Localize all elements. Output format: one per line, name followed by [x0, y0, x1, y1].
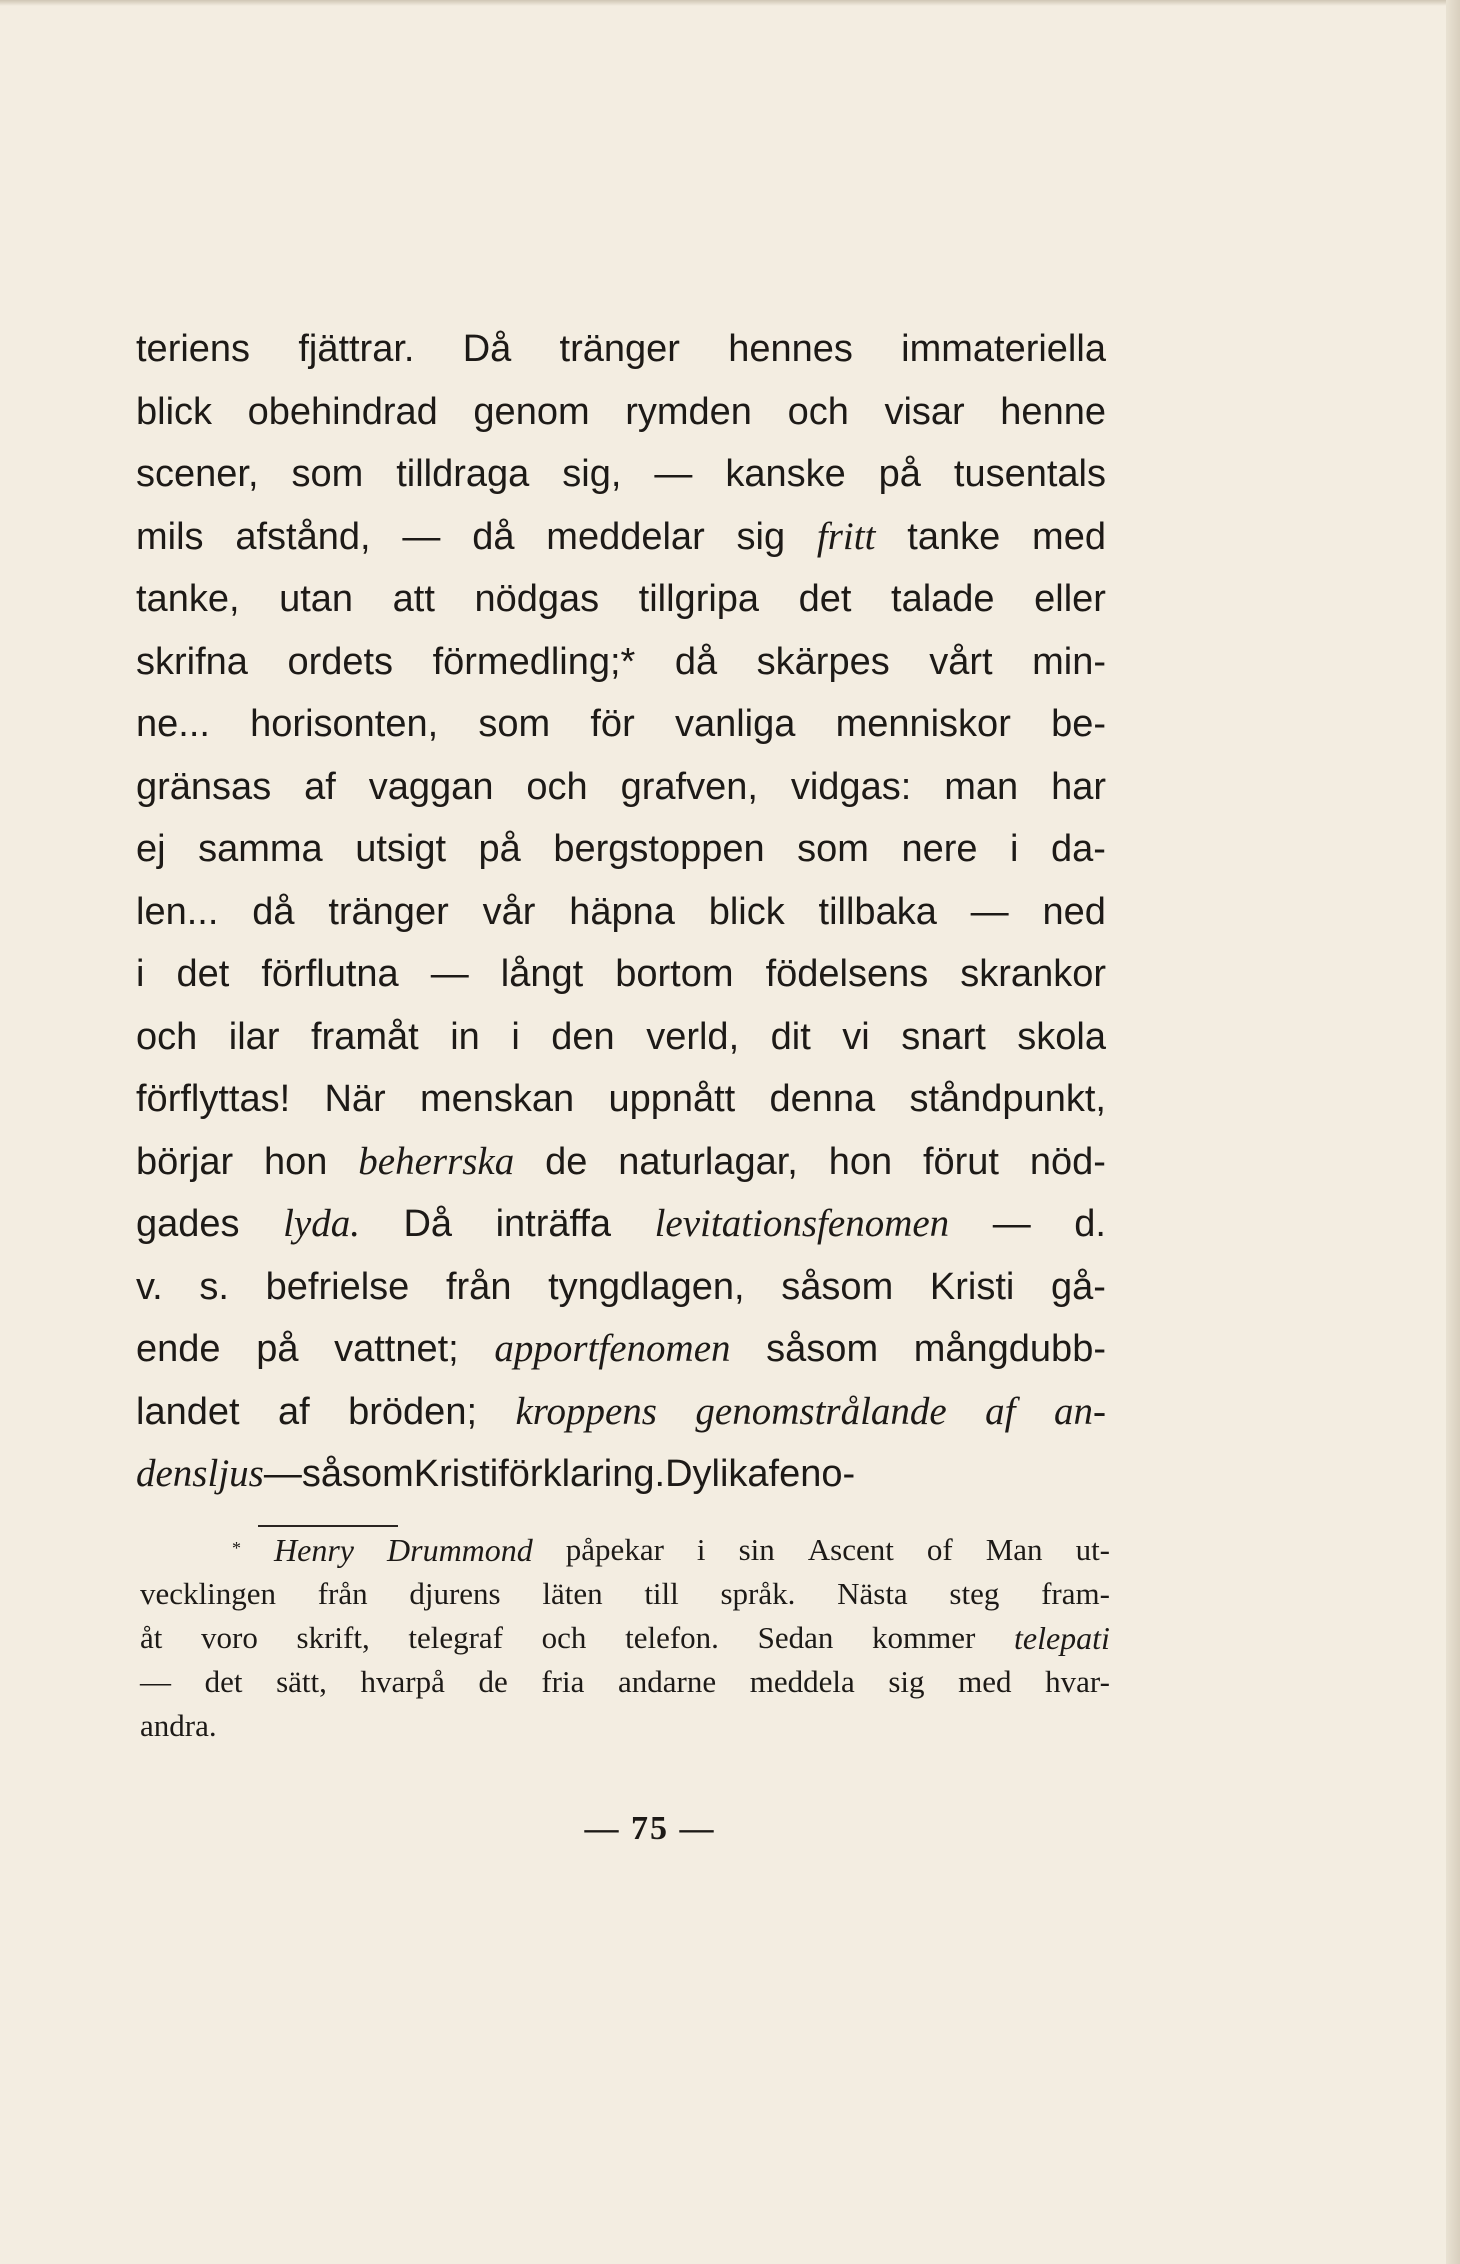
word: meddela: [749, 1664, 855, 1699]
word: den: [551, 1015, 615, 1058]
word: eller: [1034, 578, 1106, 620]
word: inträffa: [495, 1203, 612, 1245]
word: ilar: [228, 1015, 280, 1058]
word: tyngdlagen,: [548, 1265, 745, 1308]
word: Nästa: [837, 1576, 908, 1611]
text-line: [136, 818, 1106, 881]
footnote-line: [140, 1528, 1110, 1572]
word: tanke: [907, 515, 1001, 558]
word: bergstoppen: [553, 828, 765, 870]
word: som: [478, 703, 551, 745]
italic-word: apportfenomen: [494, 1327, 731, 1370]
word: —: [970, 890, 1009, 933]
word: feno-: [768, 1453, 856, 1495]
word: då: [674, 640, 718, 683]
text-line: [136, 1006, 1106, 1069]
word: denna: [769, 1078, 876, 1120]
word: Dylika: [665, 1453, 769, 1495]
word: börjar: [136, 1140, 234, 1183]
word: voro: [201, 1620, 258, 1655]
text-line: [136, 693, 1106, 756]
footnote-line: [140, 1660, 1110, 1704]
word: nere: [901, 828, 978, 870]
word: man: [944, 765, 1019, 808]
word: de: [478, 1664, 508, 1699]
word: framåt: [311, 1015, 419, 1058]
word: scener,: [136, 453, 259, 495]
word: som: [291, 453, 364, 495]
word: fria: [541, 1664, 585, 1699]
word: ende: [136, 1328, 221, 1370]
page-right-edge: [1446, 0, 1460, 2264]
word: vattnet;: [334, 1328, 459, 1370]
footnote-rule: [258, 1525, 398, 1527]
word: andarne: [617, 1664, 717, 1699]
word: genom: [473, 390, 590, 433]
word: långt: [500, 953, 584, 995]
word: vanliga: [674, 703, 796, 745]
word: såsom: [781, 1265, 894, 1308]
word: verld,: [646, 1015, 740, 1058]
word: från: [317, 1576, 368, 1611]
italic-word: Henry: [274, 1532, 354, 1568]
word: tanke,: [136, 578, 240, 620]
word: kommer: [872, 1620, 976, 1655]
text-line: [136, 756, 1106, 819]
word: ne...: [136, 703, 210, 745]
text-line: [136, 568, 1106, 631]
word: ej: [136, 828, 166, 870]
text-line: [136, 443, 1106, 506]
word: och: [526, 765, 588, 808]
word: tilldraga: [396, 453, 530, 495]
word: vaggan: [368, 765, 494, 808]
word: tillgripa: [638, 578, 760, 620]
word: på: [478, 828, 521, 870]
word: förut: [922, 1140, 999, 1183]
word: mångdubb-: [913, 1328, 1106, 1370]
word: visar: [884, 390, 965, 433]
word: sig,: [562, 453, 622, 495]
text-line: [136, 1068, 1106, 1131]
word: snart: [901, 1015, 986, 1058]
word: läten: [542, 1576, 603, 1611]
word: vårt: [929, 640, 993, 683]
word: menskan: [419, 1078, 575, 1120]
word: med: [1032, 515, 1106, 558]
word: tränger: [328, 890, 449, 933]
word: då: [472, 515, 515, 558]
word: gades: [136, 1203, 240, 1245]
word: ned: [1042, 890, 1106, 933]
word: förflutna: [261, 953, 399, 995]
word: skrankor: [960, 953, 1106, 995]
word: blick: [136, 390, 213, 433]
word: min-: [1032, 640, 1106, 683]
text-line: [136, 1381, 1106, 1444]
word: in: [450, 1015, 480, 1058]
italic-word: an-: [1053, 1389, 1106, 1433]
word: på: [878, 453, 921, 495]
italic-word: lyda.: [283, 1202, 360, 1245]
word: menniskor: [835, 703, 1011, 745]
word: som: [797, 828, 869, 870]
word: förmedling;*: [432, 640, 636, 683]
word: Man: [985, 1532, 1043, 1567]
word: det: [176, 953, 230, 995]
word: för: [590, 703, 635, 745]
word: nöd-: [1029, 1140, 1106, 1183]
word: Då: [462, 328, 512, 370]
word: språk.: [720, 1576, 796, 1611]
word: Ascent: [807, 1532, 894, 1567]
word: hennes: [728, 328, 853, 370]
word: —: [263, 1453, 302, 1495]
italic-word: af: [985, 1389, 1016, 1433]
word: i: [1010, 828, 1019, 870]
word: ordets: [287, 640, 394, 683]
word: från: [445, 1265, 512, 1308]
word: nödgas: [474, 578, 600, 620]
word: telegraf: [408, 1620, 504, 1655]
word: blick: [708, 890, 785, 933]
word: skrifna: [136, 640, 248, 683]
word: grafven,: [620, 765, 758, 808]
word: Kristi: [413, 1453, 499, 1495]
word: be-: [1051, 703, 1106, 745]
word: det: [204, 1664, 243, 1699]
word: hvar-: [1045, 1664, 1110, 1699]
word: naturlagar,: [618, 1140, 798, 1183]
word: åt: [140, 1620, 163, 1655]
text-line: [136, 1193, 1106, 1256]
word: horisonten,: [250, 703, 439, 745]
word: fram-: [1041, 1576, 1110, 1611]
word: afstånd,: [235, 515, 371, 558]
word: i: [696, 1532, 706, 1567]
word: häpna: [569, 890, 675, 933]
word: d.: [1074, 1203, 1106, 1245]
word: vecklingen: [140, 1576, 277, 1611]
word: ut-: [1075, 1532, 1110, 1567]
italic-word: dens: [136, 1452, 208, 1495]
italic-word: Drummond: [387, 1532, 533, 1568]
word: i: [136, 953, 145, 995]
word: födelsens: [765, 953, 929, 995]
word: såsom: [766, 1328, 879, 1370]
word: telefon.: [625, 1620, 719, 1655]
word: *: [232, 1538, 241, 1558]
word: sig: [888, 1664, 925, 1699]
word: fjättrar.: [298, 328, 415, 370]
word: af: [277, 1390, 310, 1433]
word: v.: [136, 1265, 163, 1308]
word: såsom: [301, 1453, 414, 1495]
word: af: [304, 765, 336, 808]
word: of: [926, 1532, 953, 1567]
word: och: [136, 1015, 198, 1058]
word: med: [958, 1664, 1012, 1699]
word: i: [511, 1015, 520, 1058]
italic-word: telepati: [1013, 1620, 1110, 1656]
word: kanske: [725, 453, 846, 495]
word: obehindrad: [247, 390, 438, 433]
word: bortom: [615, 953, 734, 995]
word: —: [654, 453, 693, 495]
text-line: [136, 1131, 1106, 1194]
word: vår: [482, 890, 536, 933]
footnote: [140, 1528, 1110, 1748]
word: uppnått: [608, 1078, 736, 1120]
word: len...: [136, 890, 219, 933]
word: —: [992, 1203, 1031, 1245]
text-line: [136, 318, 1106, 381]
word: utan: [279, 578, 354, 620]
footnote-line: [140, 1704, 1110, 1748]
page-top-edge: [0, 0, 1460, 6]
word: da-: [1051, 828, 1106, 870]
italic-word: genomstrålande: [695, 1389, 947, 1433]
word: immateriella: [901, 328, 1106, 370]
word: Sedan: [757, 1620, 834, 1655]
word: s.: [199, 1265, 229, 1308]
word: förflyttas!: [136, 1078, 291, 1120]
text-line: [136, 506, 1106, 569]
word: påpekar: [565, 1532, 664, 1567]
text-line: [136, 381, 1106, 444]
word: talade: [891, 578, 995, 620]
word: de: [545, 1140, 588, 1183]
word: sin: [738, 1532, 775, 1567]
word: hon: [264, 1140, 328, 1183]
word: sätt,: [276, 1664, 327, 1699]
word: landet: [136, 1390, 240, 1433]
word: mils: [136, 515, 204, 558]
word: tusentals: [953, 453, 1106, 495]
footnote-line: [140, 1572, 1110, 1616]
word: vi: [842, 1015, 870, 1058]
text-line: [136, 1318, 1106, 1381]
word: När: [324, 1078, 386, 1120]
word: henne: [1000, 390, 1106, 433]
word: skärpes: [756, 640, 890, 683]
text-line: [136, 1443, 1106, 1506]
word: Kristi: [929, 1265, 1015, 1308]
word: tillbaka: [818, 890, 937, 933]
word: det: [798, 578, 852, 620]
text-line: [136, 1256, 1106, 1319]
word: skola: [1017, 1015, 1106, 1058]
word: hvarpå: [360, 1664, 445, 1699]
italic-word: beherrska: [358, 1139, 515, 1183]
word: och: [541, 1620, 587, 1655]
footnote-line: [140, 1616, 1110, 1660]
italic-word: fritt: [816, 514, 876, 558]
word: utsigt: [355, 828, 447, 870]
word: samma: [198, 828, 323, 870]
word: —: [140, 1664, 171, 1699]
word: skrift,: [296, 1620, 370, 1655]
word: har: [1051, 765, 1106, 808]
word: och: [787, 390, 849, 433]
word: på: [256, 1328, 299, 1370]
page-number: — 75 —: [584, 1810, 716, 1847]
body-text: [136, 318, 1106, 1506]
word: djurens: [409, 1576, 501, 1611]
word: meddelar: [546, 515, 705, 558]
word: befrielse: [265, 1265, 410, 1308]
word: teriens: [136, 328, 251, 370]
italic-word: kroppens: [515, 1389, 657, 1433]
word: andra.: [140, 1708, 217, 1743]
word: rymden: [625, 390, 752, 433]
text-line: [136, 943, 1106, 1006]
word: till: [644, 1576, 679, 1611]
text-line: [136, 881, 1106, 944]
italic-word: levitationsfenomen: [654, 1202, 950, 1245]
word: bröden;: [348, 1390, 478, 1433]
word: —: [402, 515, 441, 558]
italic-word: ljus: [207, 1452, 264, 1495]
word: steg: [949, 1576, 1000, 1611]
word: sig: [736, 515, 786, 558]
word: dit: [770, 1015, 811, 1058]
word: förklaring.: [498, 1453, 666, 1495]
word: gå-: [1051, 1265, 1106, 1308]
word: ståndpunkt,: [909, 1078, 1106, 1120]
word: vidgas:: [790, 765, 912, 808]
word: —: [430, 953, 469, 995]
word: gränsas: [136, 765, 272, 808]
word: då: [252, 890, 295, 933]
word: att: [392, 578, 435, 620]
word: hon: [828, 1140, 893, 1183]
word: Då: [403, 1203, 453, 1245]
word: tränger: [559, 328, 680, 370]
text-line: [136, 631, 1106, 694]
